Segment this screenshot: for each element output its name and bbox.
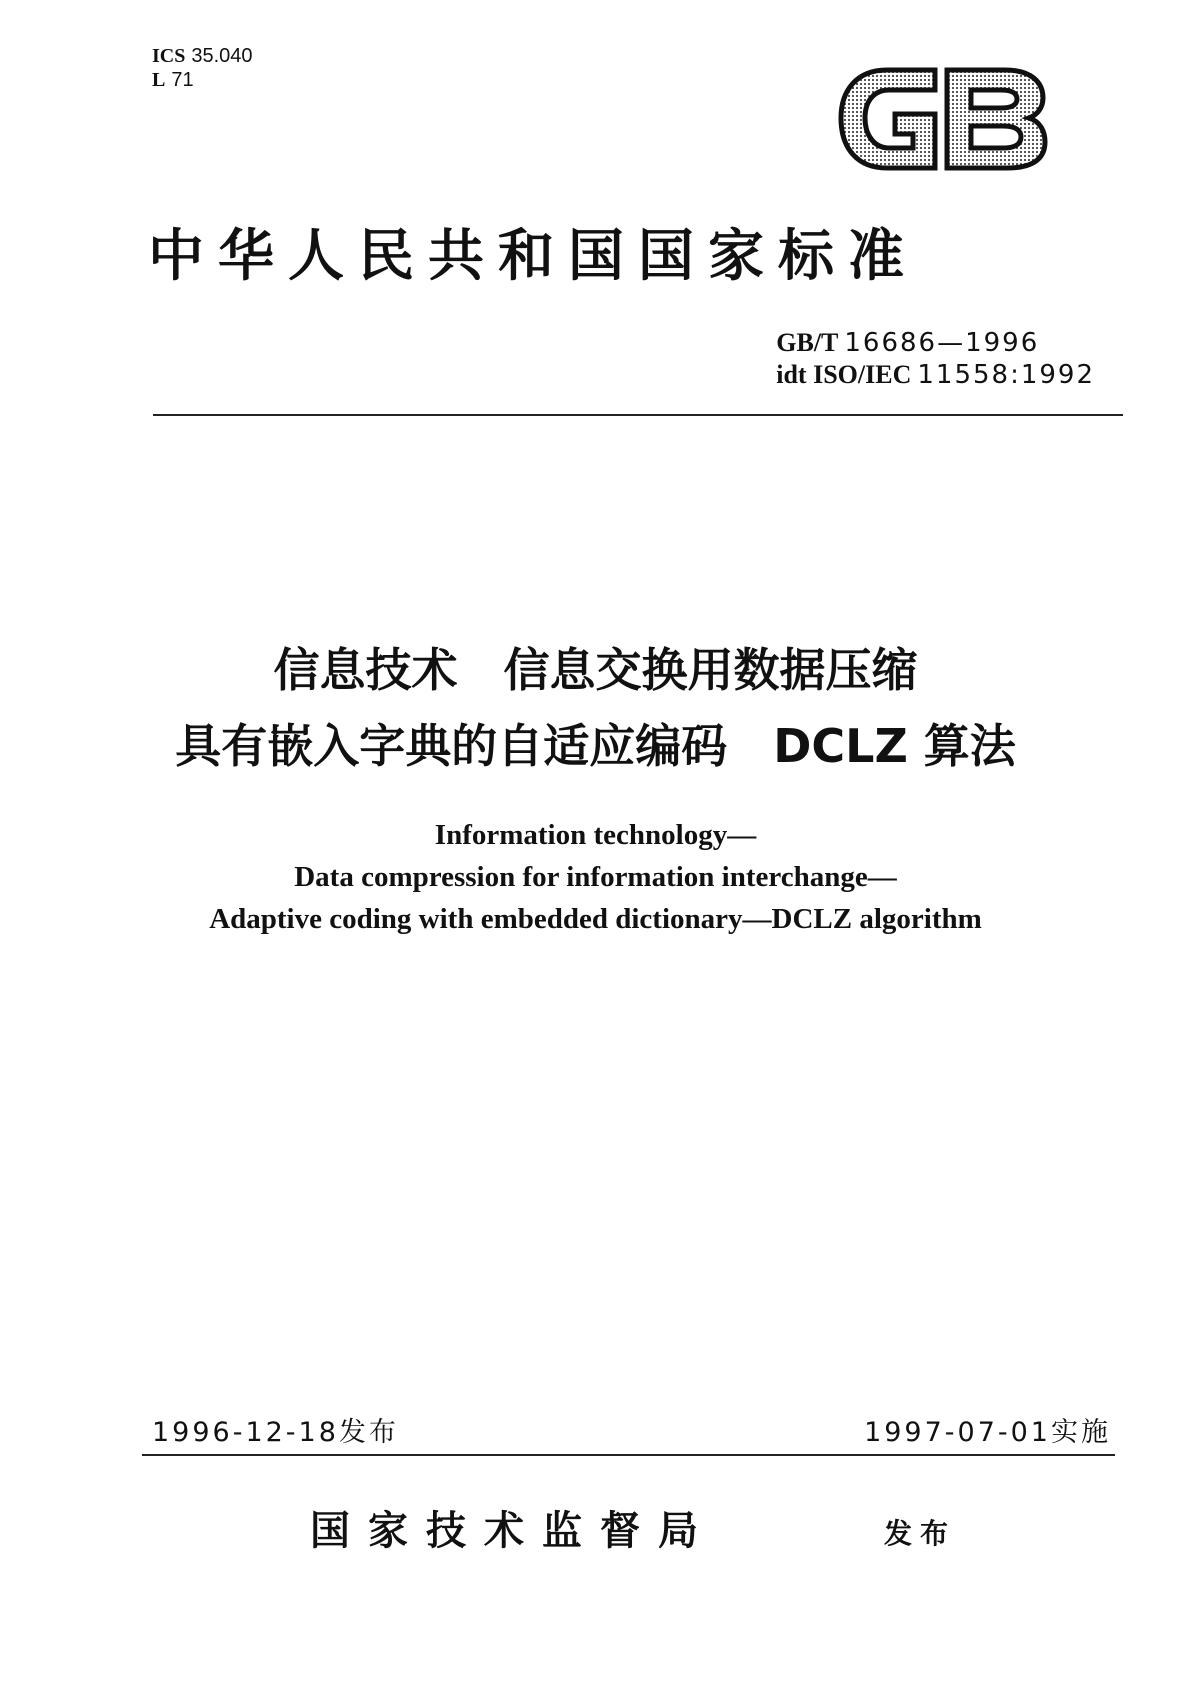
ics-value: 35.040 [191, 45, 253, 67]
implementation-date: 1997-07-01实施 [864, 1417, 1111, 1448]
standard-number [776, 327, 1095, 359]
idt-value: 11558:1992 [917, 360, 1095, 390]
gb-logo-icon [835, 62, 1050, 175]
ics-label: ICS [152, 45, 186, 67]
chinese-title-line-2: 具有嵌入字典的自适应编码 DCLZ 算法 [175, 719, 1016, 773]
ics-code [152, 44, 253, 68]
national-standard-title: 中华人民共和国国家标准 [148, 223, 918, 289]
header-divider [153, 414, 1123, 416]
ccs-value: 71 [171, 69, 194, 91]
identical-reference [776, 359, 1095, 391]
footer-divider [142, 1454, 1115, 1456]
standard-number-label: GB/T [776, 328, 839, 357]
chinese-title-line-1: 信息技术 信息交换用数据压缩 [273, 643, 918, 697]
publish-label: 发布 [884, 1517, 957, 1550]
english-title-line-2: Data compression for information interchange— [294, 861, 897, 893]
standard-number-value: 16686—1996 [844, 328, 1040, 358]
ccs-label: L [152, 69, 166, 91]
english-title-line-3: Adaptive coding with embedded dictionary—DCLZ algorithm [209, 903, 982, 935]
ccs-code [152, 68, 253, 92]
issue-date: 1996-12-18发布 [152, 1417, 399, 1448]
classification-codes [152, 44, 253, 92]
standard-number-block [776, 327, 1095, 391]
publisher-name: 国家技术监督局 [310, 1507, 716, 1554]
idt-label: idt ISO/IEC [776, 360, 912, 389]
english-title-line-1: Information technology— [434, 819, 757, 851]
